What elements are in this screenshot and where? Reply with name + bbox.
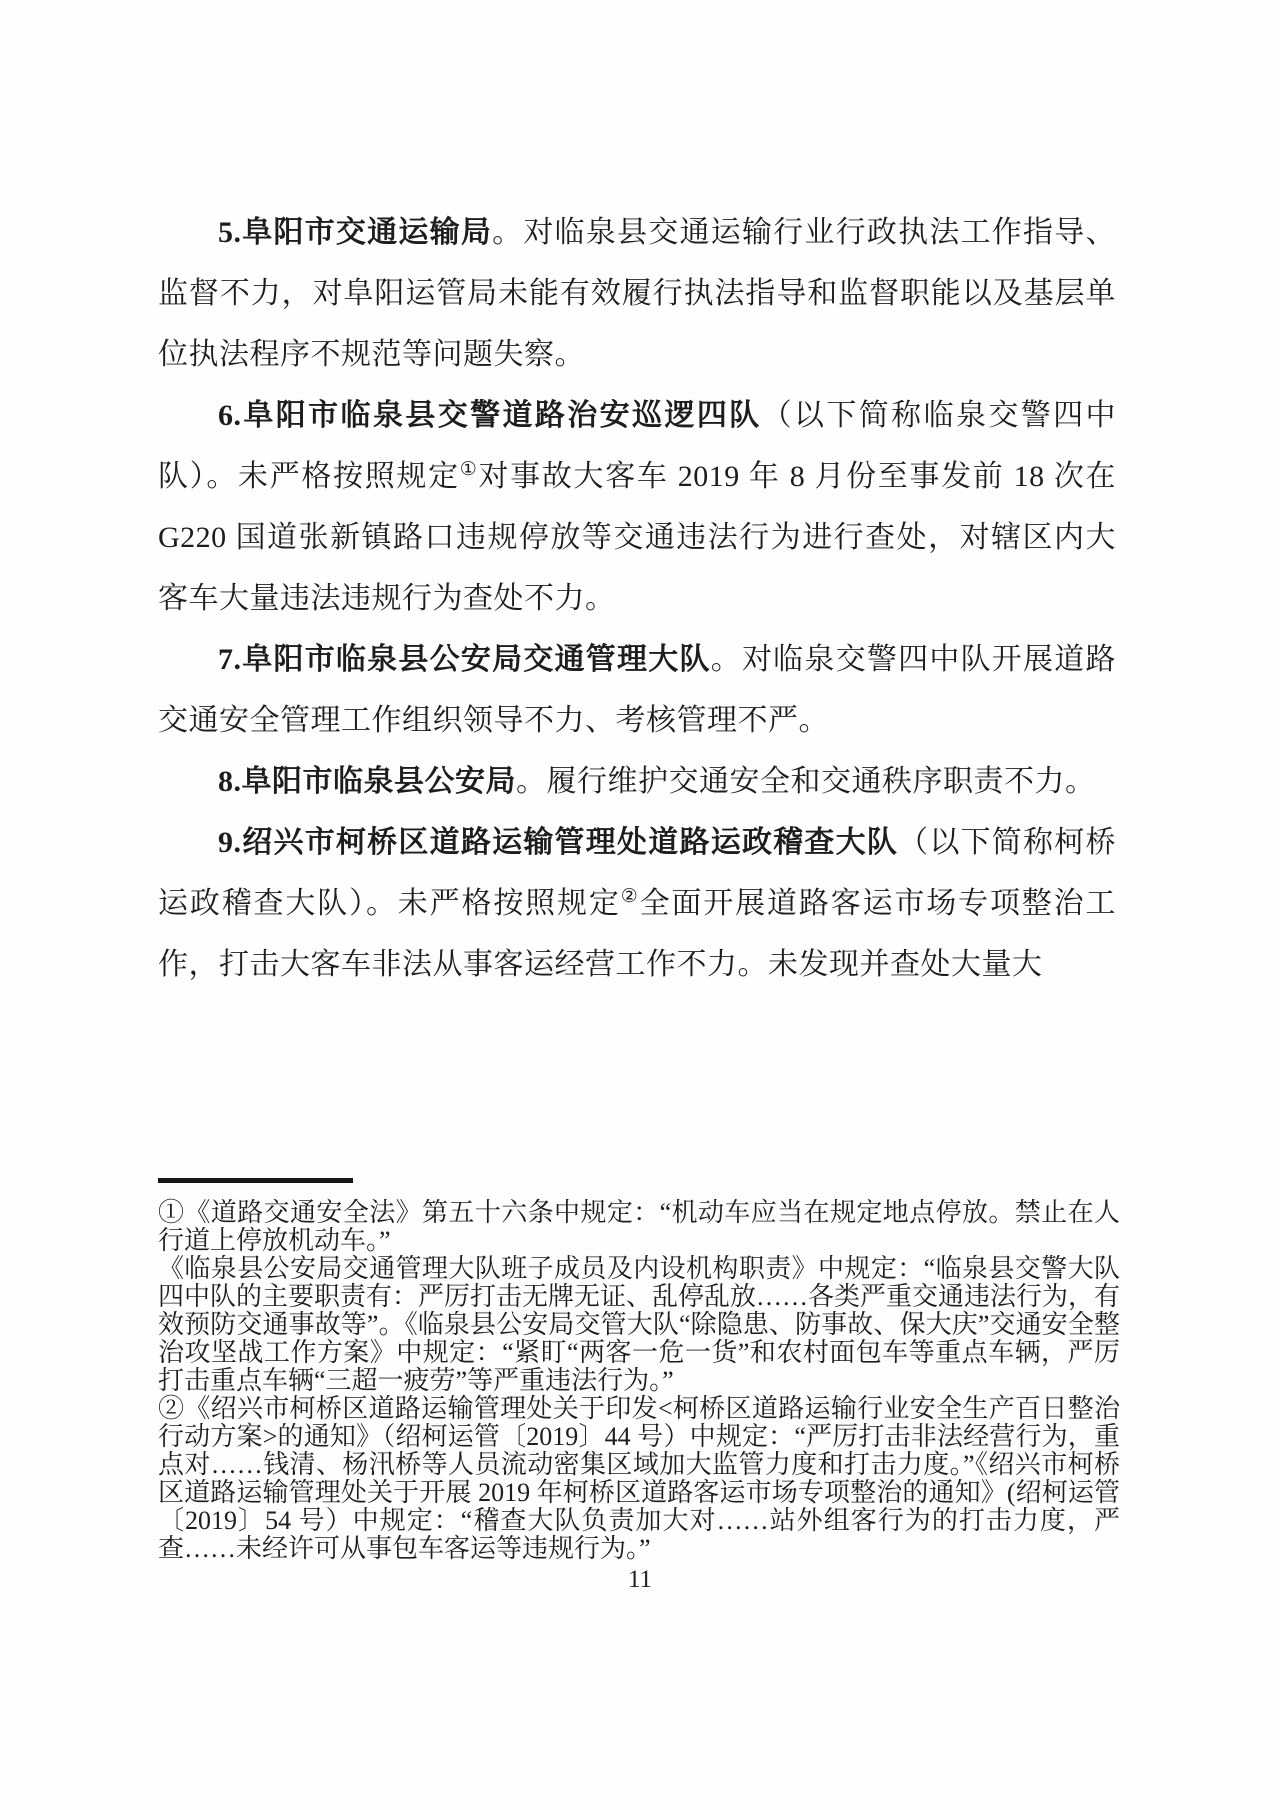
finding-5-heading: 5.阜阳市交通运输局 bbox=[218, 216, 493, 249]
finding-8-text: 。履行维护交通安全和交通秩序职责不力。 bbox=[516, 765, 1096, 798]
finding-item-5 bbox=[158, 202, 1116, 385]
footnote-1-paragraph-2 bbox=[158, 1255, 1120, 1395]
finding-item-9 bbox=[158, 812, 1116, 995]
finding-9-text-before-note: （以下简称柯桥运政稽查大队）。未严格按照规定 bbox=[158, 826, 1117, 920]
finding-7-heading: 7.阜阳市临泉县公安局交通管理大队 bbox=[218, 643, 711, 676]
footnote-1-paragraph-1 bbox=[158, 1199, 1120, 1255]
finding-item-8 bbox=[158, 751, 1116, 812]
finding-6-text-before-note: （以下简称临泉交警四中队）。未严格按照规定 bbox=[158, 399, 1117, 493]
footnote-1-reference-mark: ① bbox=[459, 459, 479, 480]
finding-7-text: 。对临泉交警四中队开展道路交通安全管理工作组织领导不力、考核管理不严。 bbox=[158, 643, 1117, 737]
footnote-separator-rule bbox=[158, 1178, 353, 1183]
footnote-2-text: 《绍兴市柯桥区道路运输管理处关于印发<柯桥区道路运输行业安全生产百日整治行动方案>的通知》（绍柯运管〔2019〕44 号）中规定：“严厉打击非法经营行为，重点对……钱清、杨汛桥等人员流动密集区域加大监管力度和打击力度。”《绍兴市柯桥区道路运输管理处关于开展 2019 年柯桥区道路客运市场专项整治的通知》(绍柯运管〔2019〕54 号）中规定：“稽查大队负责加大对……站外组客行为的打击力度，严查……未经许可从事包车客运等违规行为。” bbox=[158, 1394, 1120, 1563]
footnote-1-text-2: 《临泉县公安局交通管理大队班子成员及内设机构职责》中规定：“临泉县交警大队四中队的主要职责有：严厉打击无牌无证、乱停乱放……各类严重交通违法行为，有效预防交通事故等”。《临泉县公安局交管大队“除隐患、防事故、保大庆”交通安全整治攻坚战工作方案》中规定：“紧盯“两客一危一货”和农村面包车等重点车辆，严厉打击重点车辆“三超一疲劳”等严重违法行为。” bbox=[158, 1254, 1121, 1395]
finding-6-heading: 6.阜阳市临泉县交警道路治安巡逻四队 bbox=[218, 399, 762, 432]
footnote-2-marker: ② bbox=[158, 1394, 185, 1423]
footnote-2-reference-mark: ② bbox=[620, 886, 640, 907]
footnote-2-paragraph bbox=[158, 1395, 1120, 1563]
finding-9-heading: 9.绍兴市柯桥区道路运输管理处道路运政稽查大队 bbox=[218, 826, 899, 859]
page-number: 11 bbox=[627, 1566, 653, 1593]
finding-item-6 bbox=[158, 385, 1116, 629]
finding-8-heading: 8.阜阳市临泉县公安局 bbox=[218, 765, 516, 798]
footnote-1-text-1: 《道路交通安全法》第五十六条中规定：“机动车应当在规定地点停放。禁止在人行道上停放机动车。” bbox=[158, 1198, 1120, 1255]
footnote-1-marker: ① bbox=[158, 1198, 185, 1227]
footnotes-section bbox=[158, 1178, 1120, 1563]
finding-6-text-after-note: 对事故大客车 2019 年 8 月份至事发前 18 次在 G220 国道张新镇路口违规停放等交通违法行为进行查处，对辖区内大客车大量违法违规行为查处不力。 bbox=[158, 460, 1117, 615]
body-text-block bbox=[158, 202, 1116, 995]
finding-5-text: 。对临泉县交通运输行业行政执法工作指导、监督不力，对阜阳运管局未能有效履行执法指导和监督职能以及基层单位执法程序不规范等问题失察。 bbox=[158, 216, 1117, 371]
finding-9-text-after-note: 全面开展道路客运市场专项整治工作，打击大客车非法从事客运经营工作不力。未发现并查处大量大 bbox=[158, 887, 1117, 981]
finding-item-7 bbox=[158, 629, 1116, 751]
